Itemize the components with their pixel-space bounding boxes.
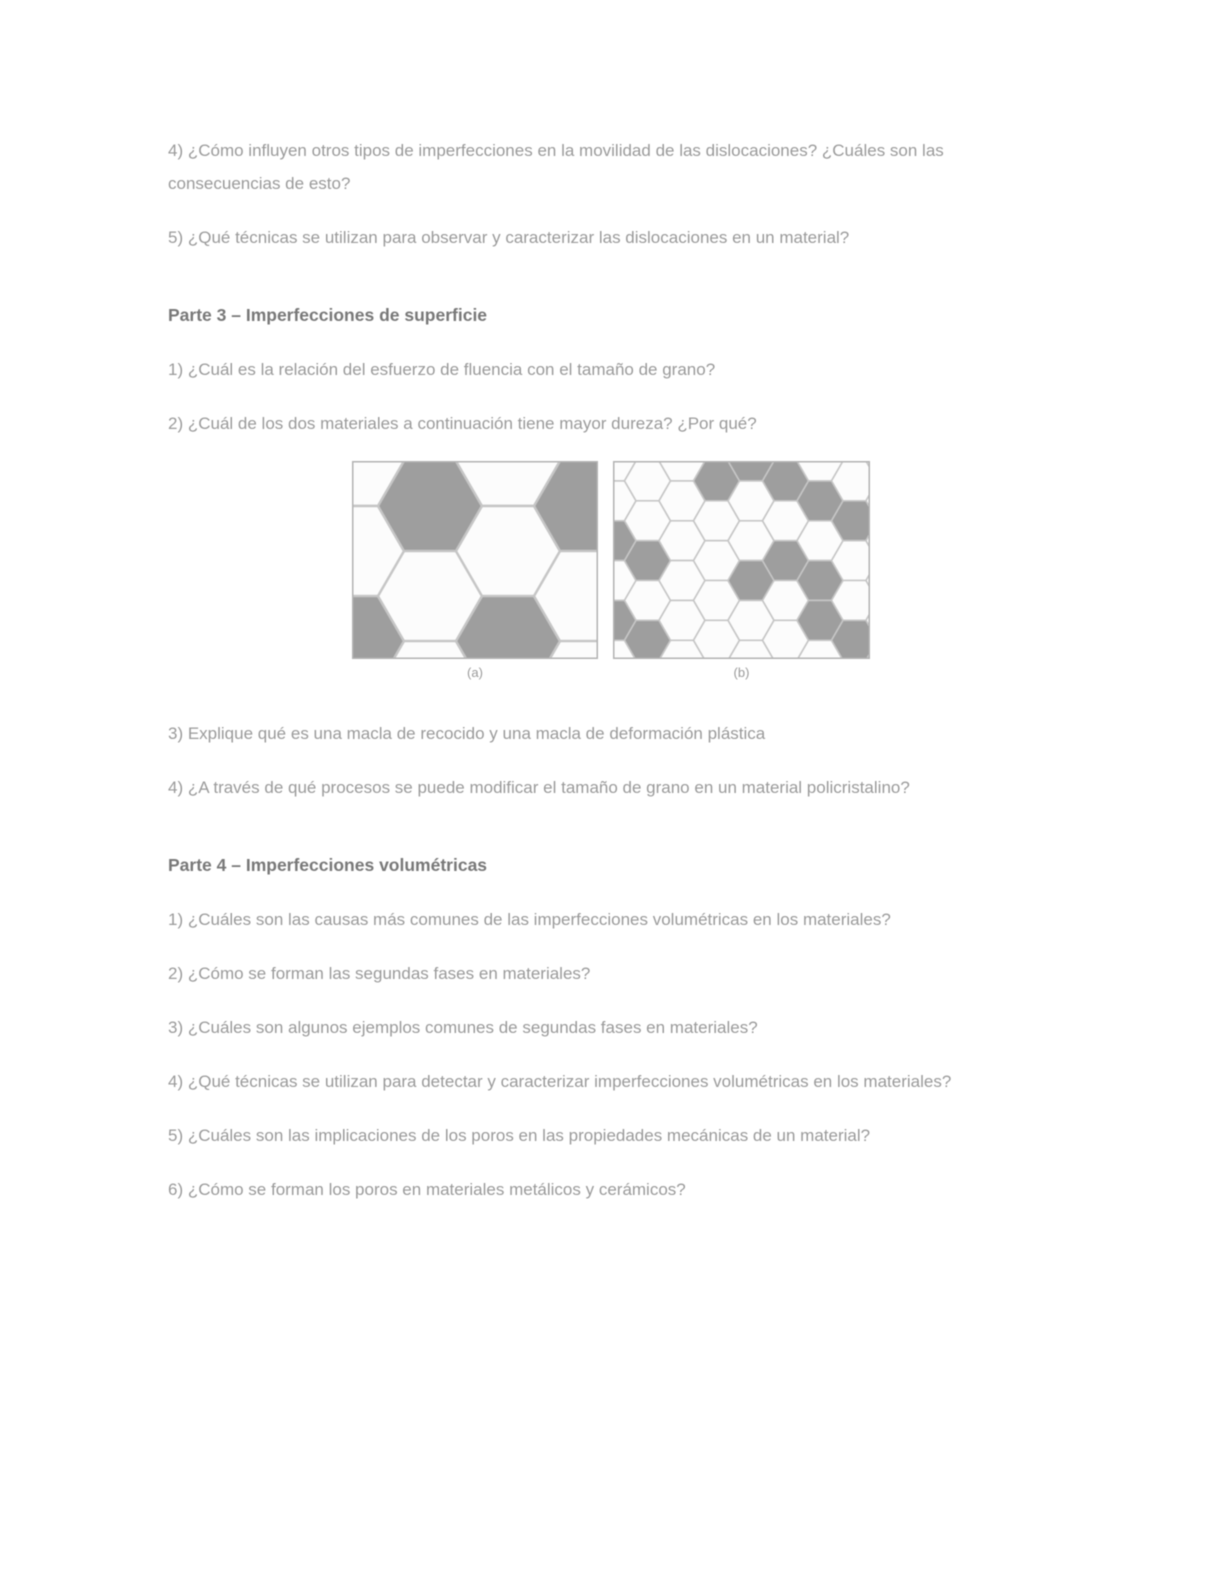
question-parte3-4: 4) ¿A través de qué procesos se puede modificar el tamaño de grano en un material policristalino? [168, 778, 910, 797]
grain-diagram-coarse [352, 461, 598, 659]
question-parte4-6: 6) ¿Cómo se forman los poros en materiales metálicos y cerámicos? [168, 1180, 686, 1199]
figure-label-a: (a) [467, 665, 483, 680]
grain-diagram-fine [613, 461, 870, 659]
question-parte4-4: 4) ¿Qué técnicas se utilizan para detectar y caracterizar imperfecciones volumétricas en los materiales? [168, 1072, 952, 1091]
grain-structure-figure [168, 461, 1068, 681]
question-parte3-2: 2) ¿Cuál de los dos materiales a continuación tiene mayor dureza? ¿Por qué? [168, 414, 757, 433]
question-dislocations-mobility: 4) ¿Cómo influyen otros tipos de imperfecciones en la movilidad de las dislocaciones? ¿Cuáles son las consecuencias de esto? [168, 141, 944, 193]
question-dislocations-techniques: 5) ¿Qué técnicas se utilizan para observar y caracterizar las dislocaciones en un material? [168, 228, 850, 247]
section-heading-parte4: Parte 4 – Imperfecciones volumétricas [168, 855, 488, 875]
question-parte4-1: 1) ¿Cuáles son las causas más comunes de las imperfecciones volumétricas en los materiales? [168, 910, 891, 929]
grain-figure-panels [352, 461, 1068, 681]
question-parte3-1: 1) ¿Cuál es la relación del esfuerzo de fluencia con el tamaño de grano? [168, 360, 716, 379]
question-parte4-5: 5) ¿Cuáles son las implicaciones de los poros en las propiedades mecánicas de un material? [168, 1126, 871, 1145]
section-heading-parte3: Parte 3 – Imperfecciones de superficie [168, 305, 488, 325]
figure-label-b: (b) [733, 665, 750, 680]
question-parte4-2: 2) ¿Cómo se forman las segundas fases en materiales? [168, 964, 591, 983]
question-parte3-3: 3) Explique qué es una macla de recocido y una macla de deformación plástica [168, 724, 766, 743]
grain-panel-a [352, 461, 598, 681]
question-parte4-3: 3) ¿Cuáles son algunos ejemplos comunes de segundas fases en materiales? [168, 1018, 758, 1037]
grain-panel-b [613, 461, 870, 681]
document-content [168, 134, 1068, 1227]
